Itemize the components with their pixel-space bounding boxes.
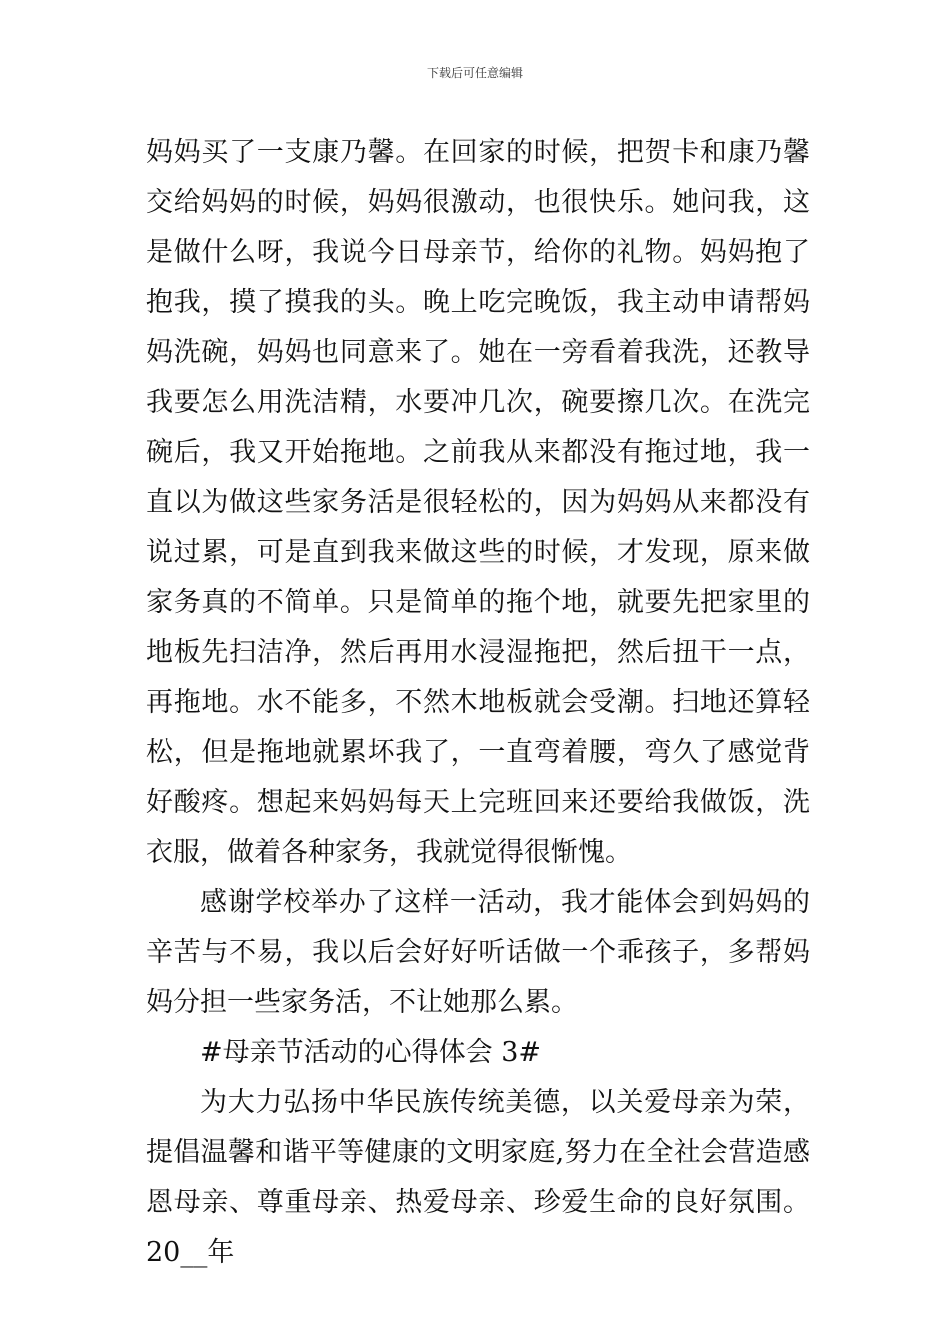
body-paragraph-2: 感谢学校举办了这样一活动，我才能体会到妈妈的辛苦与不易，我以后会好好听话做一个乖孩子，多帮妈妈分担一些家务活，不让她那么累。 <box>146 887 810 1018</box>
section-heading: #母亲节活动的心得体会 3# <box>200 1037 542 1068</box>
document-body <box>146 128 810 1278</box>
page-header: 下载后可任意编辑 <box>426 66 523 80</box>
body-paragraph-1: 妈妈买了一支康乃馨。在回家的时候，把贺卡和康乃馨交给妈妈的时候，妈妈很激动，也很快乐。她问我，这是做什么呀，我说今日母亲节，给你的礼物。妈妈抱了抱我，摸了摸我的头。晚上吃完晚饭，我主动申请帮妈妈洗碗，妈妈也同意来了。她在一旁看着我洗，还教导我要怎么用洗洁精，水要冲几次，碗要擦几次。在洗完碗后，我又开始拖地。之前我从来都没有拖过地，我一直以为做这些家务活是很轻松的，因为妈妈从来都没有说过累，可是直到我来做这些的时候，才发现，原来做家务真的不简单。只是简单的拖个地，就要先把家里的地板先扫洁净，然后再用水浸湿拖把，然后扭干一点，再拖地。水不能多，不然木地板就会受潮。扫地还算轻松，但是拖地就累坏我了，一直弯着腰，弯久了感觉背好酸疼。想起来妈妈每天上完班回来还要给我做饭，洗衣服，做着各种家务，我就觉得很惭愧。 <box>146 137 810 868</box>
body-paragraph-3: 为大力弘扬中华民族传统美德，以关爱母亲为荣，提倡温馨和谐平等健康的文明家庭,努力在全社会营造感恩母亲、尊重母亲、热爱母亲、珍爱生命的良好氛围。20__年 <box>146 1087 810 1268</box>
